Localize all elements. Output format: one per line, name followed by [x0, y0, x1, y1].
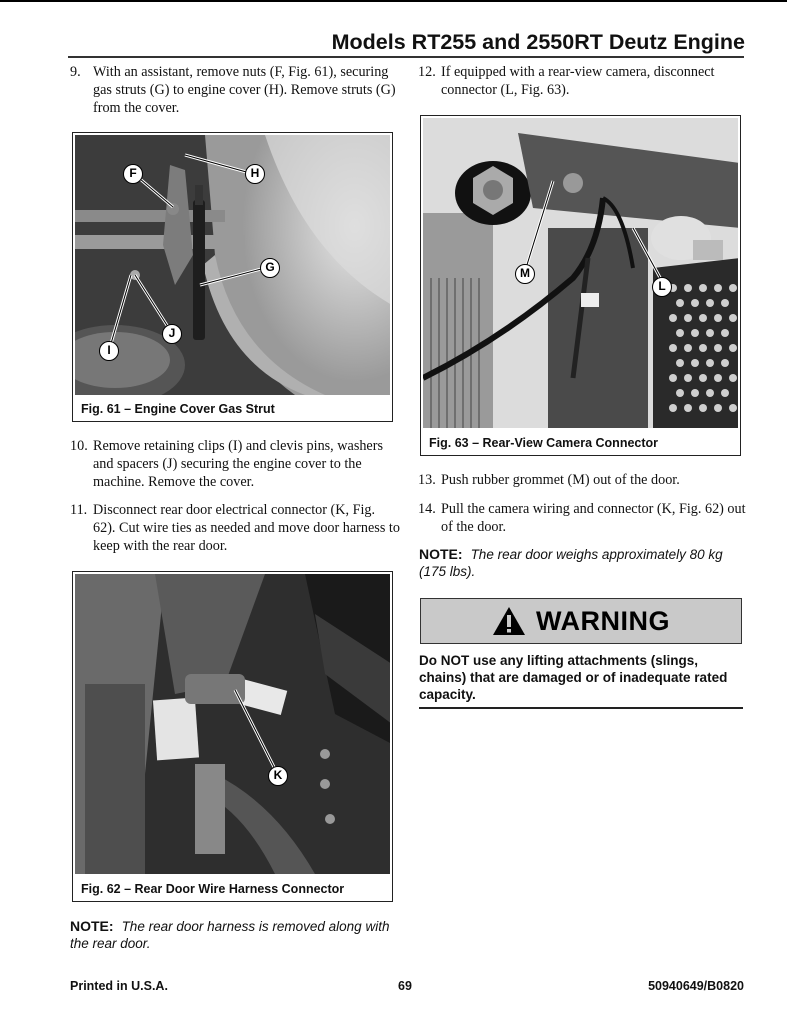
figure-63 [420, 115, 741, 456]
note-door-weight [419, 546, 749, 580]
callout-l: L [652, 277, 672, 297]
note-harness [70, 918, 400, 952]
figure-caption: Fig. 63 – Rear-View Camera Connector [429, 436, 659, 450]
page-title: Models RT255 and 2550RT Deutz Engine [331, 30, 745, 54]
callout-g: G [260, 258, 280, 278]
step-number: 14. [418, 501, 436, 517]
footer-doc-number: 50940649/B0820 [648, 979, 744, 993]
note-text: The rear door weighs approximately 80 kg (175 lbs). [419, 547, 723, 579]
warning-divider [419, 707, 743, 709]
page-top-border [0, 0, 787, 2]
footer-printed: Printed in U.S.A. [70, 979, 168, 993]
warning-triangle-icon [492, 606, 526, 636]
step-number: 13. [418, 472, 436, 488]
step-number: 9. [70, 64, 81, 80]
engine-cover-gas-strut-photo [75, 135, 390, 395]
callout-h: H [245, 164, 265, 184]
callout-i: I [99, 341, 119, 361]
note-text: The rear door harness is removed along with the rear door. [70, 919, 390, 951]
figure-61 [72, 132, 393, 422]
footer-page-number: 69 [398, 979, 412, 993]
figure-caption: Fig. 62 – Rear Door Wire Harness Connector [81, 882, 345, 896]
step-number: 11. [70, 502, 88, 518]
step-14 [418, 500, 748, 536]
step-number: 10. [70, 438, 88, 454]
rear-view-camera-connector-photo [423, 118, 738, 428]
step-number: 12. [418, 64, 436, 80]
rear-door-wire-harness-photo [75, 574, 390, 874]
warning-banner [420, 598, 742, 644]
step-text: Remove retaining clips (I) and clevis pins, washers and spacers (J) securing the engine cover to the machine. Remove the cover. [93, 438, 383, 490]
note-label: NOTE: [419, 546, 463, 562]
step-11 [70, 501, 400, 555]
callout-k: K [268, 766, 288, 786]
warning-title: WARNING [536, 605, 670, 636]
note-label: NOTE: [70, 918, 114, 934]
warning-message: Do NOT use any lifting attachments (slings, chains) that are damaged or of inadequate rated capacity. [419, 653, 728, 702]
step-text: Disconnect rear door electrical connector (K, Fig. 62). Cut wire ties as needed and move door harness to keep with the rear door. [93, 502, 400, 554]
step-text: Push rubber grommet (M) out of the door. [441, 472, 680, 488]
step-text: Pull the camera wiring and connector (K, Fig. 62) out of the door. [441, 501, 746, 535]
callout-m: M [515, 264, 535, 284]
callout-j: J [162, 324, 182, 344]
step-10 [70, 437, 400, 491]
step-text: With an assistant, remove nuts (F, Fig. 61), securing gas struts (G) to engine cover (H). Remove struts (G) from the cover. [93, 64, 396, 116]
step-12 [418, 63, 748, 99]
header-divider [68, 56, 744, 58]
figure-62 [72, 571, 393, 902]
figure-caption: Fig. 61 – Engine Cover Gas Strut [81, 402, 275, 416]
step-13 [418, 471, 748, 489]
step-text: If equipped with a rear-view camera, disconnect connector (L, Fig. 63). [441, 64, 715, 98]
step-9 [70, 63, 400, 117]
callout-f: F [123, 164, 143, 184]
